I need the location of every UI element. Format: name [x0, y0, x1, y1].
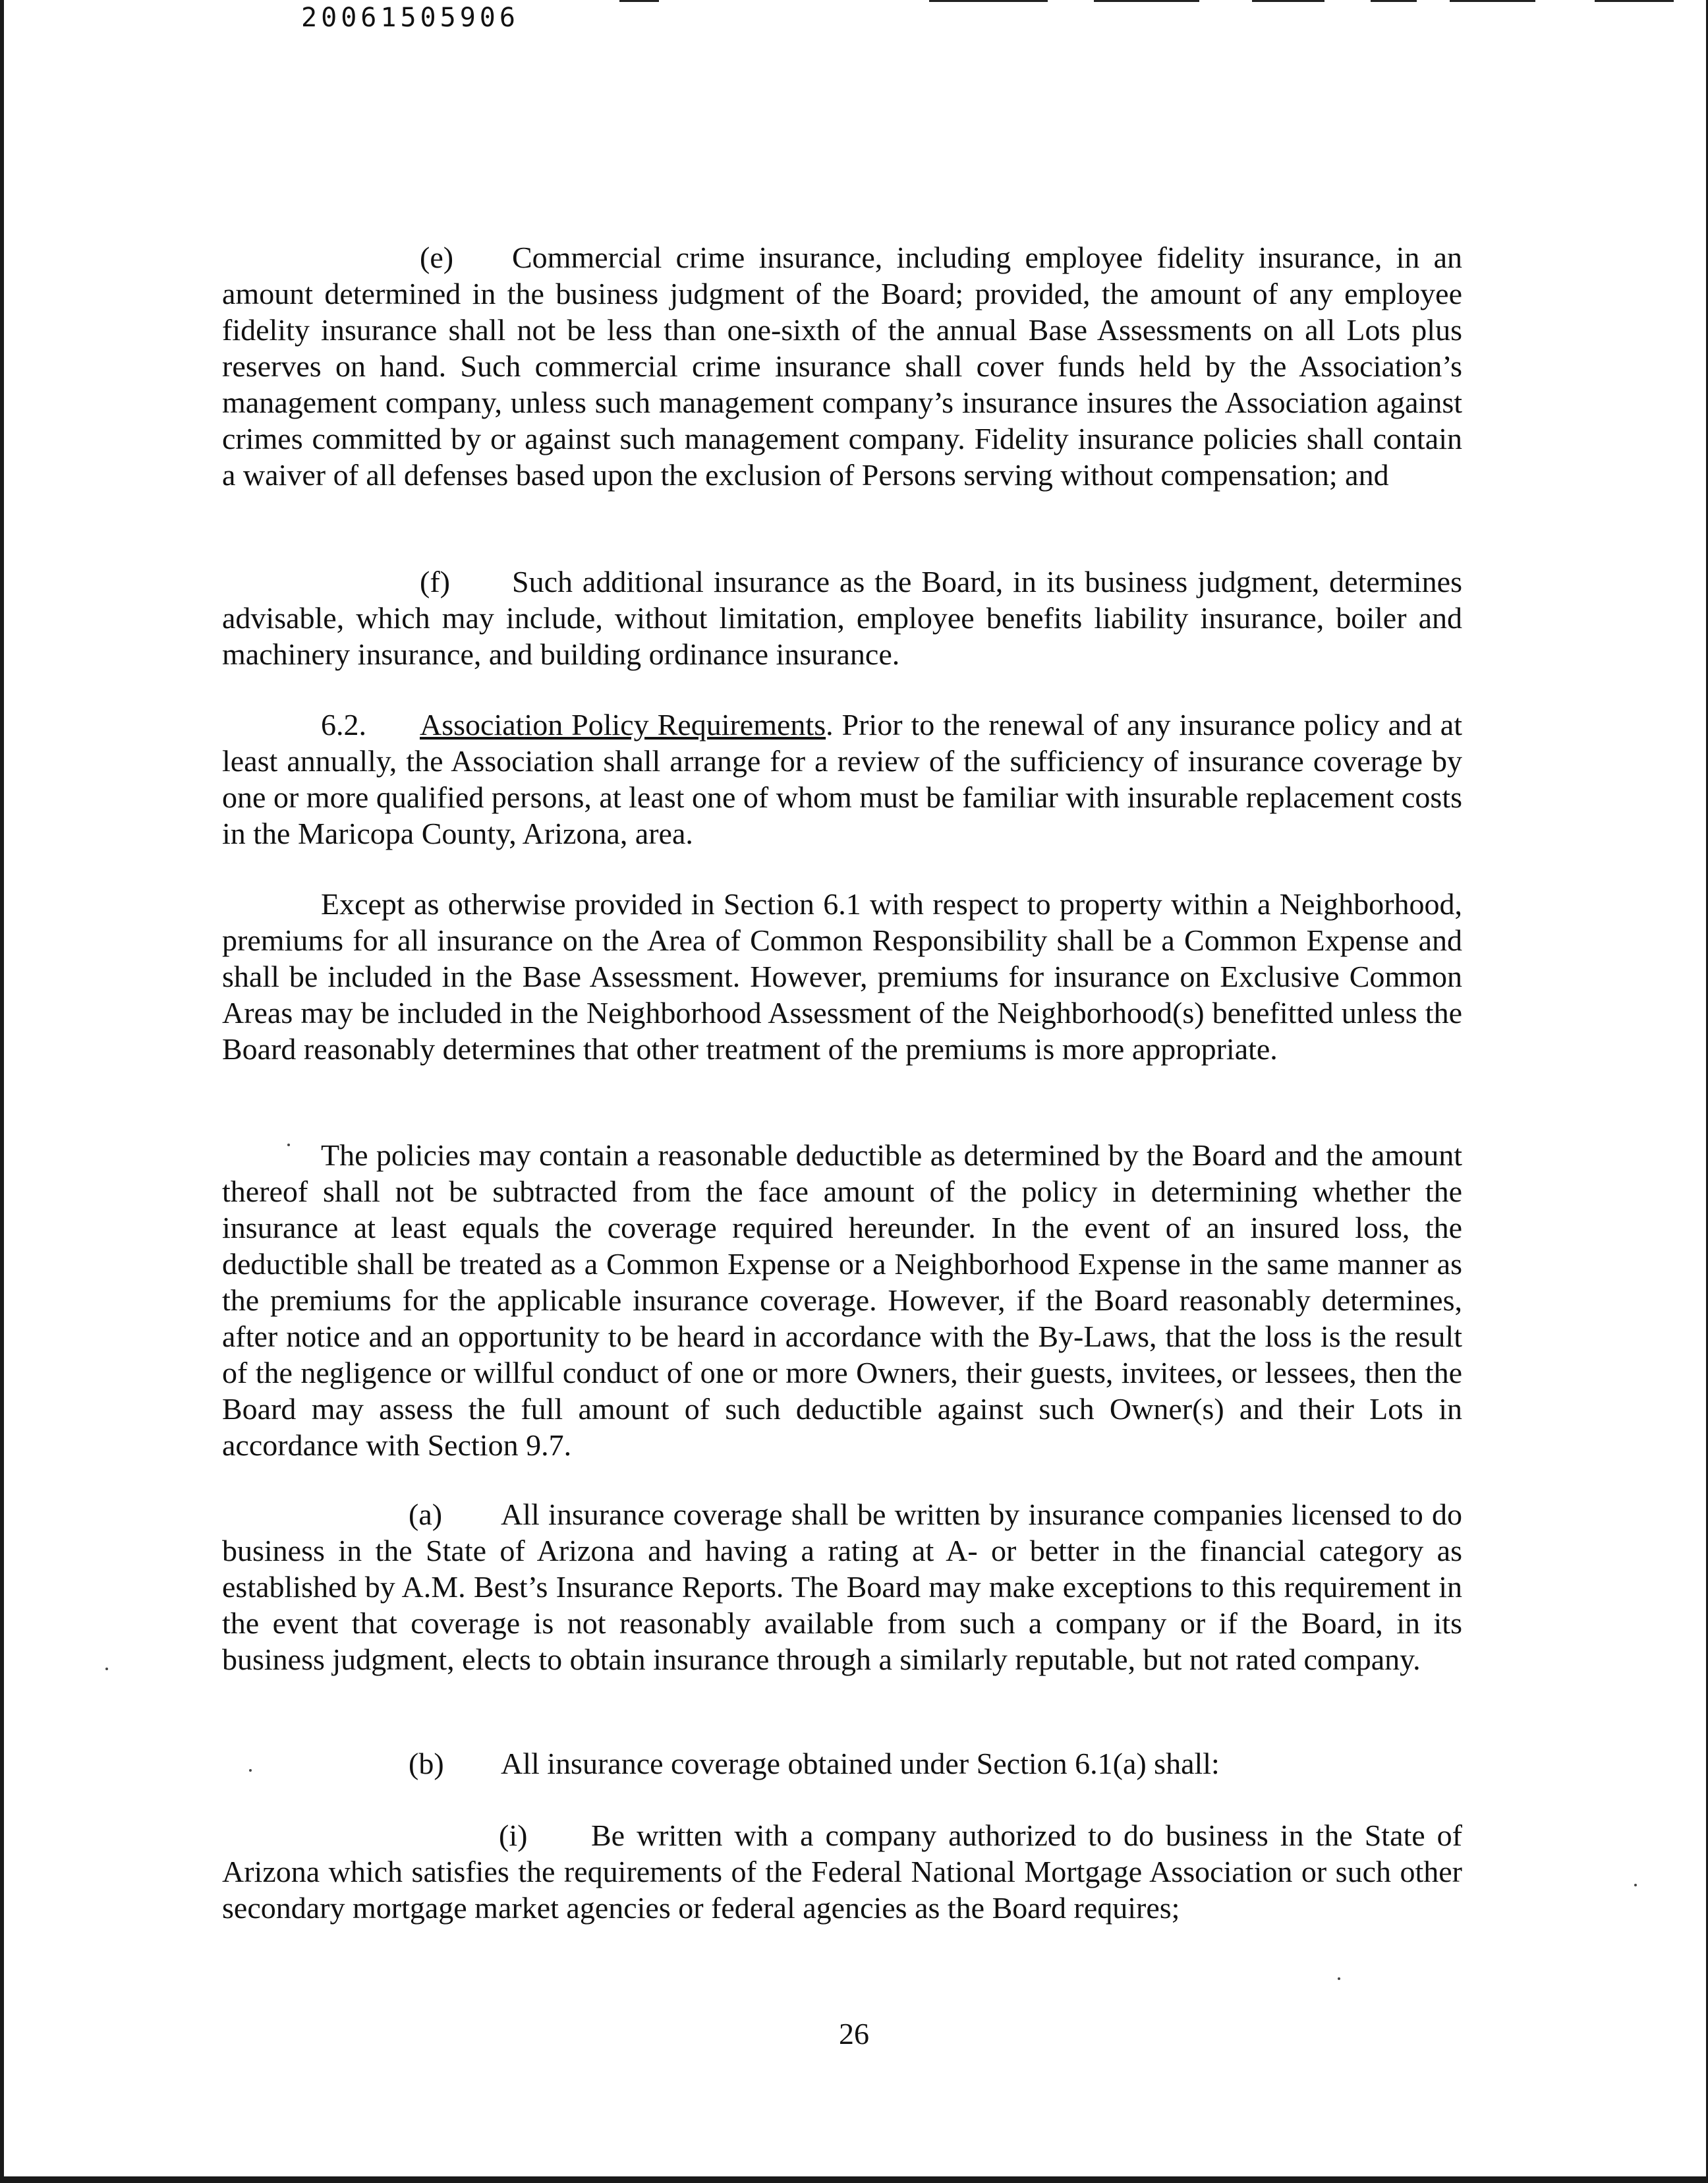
paragraph-f-label: (f): [420, 565, 450, 598]
paragraph-f-text: Such additional insurance as the Board, in its business judgment, determines advisable, which may include, without limitation, employee benefits liability insurance, boiler and machinery insurance, and building ordinance insurance.: [222, 565, 1462, 671]
scan-mark: [1252, 0, 1324, 2]
paragraph-premiums: Except as otherwise provided in Section 6.1 with respect to property within a Neighborhood, premiums for all insurance on the Area of Common Responsibility shall be a Common Expense and shall be included in the Base Assessment. However, premiums for insurance on Exclusive Common Areas may be included in the Neighborhood Assessment of the Neighborhood(s) benefitted unless the Board reasonably determines that other treatment of the premiums is more appropriate.: [222, 887, 1462, 1066]
scan-mark: [1371, 0, 1417, 2]
paragraph-a: [222, 1496, 1462, 1677]
scan-edge-bottom: [0, 2176, 1708, 2183]
paragraph-e-text: Commercial crime insurance, including employee fidelity insurance, in an amount determined in the business judgment of the Board; provided, the amount of any employee fidelity insurance shall not be less than one-sixth of the annual Base Assessments on all Lots plus reserves on hand. Such commercial crime insurance shall cover funds held by the Association’s management company, unless such management company’s insurance insures the Association against crimes committed by or against such management company. Fidelity insurance policies shall contain a waiver of all defenses based upon the exclusion of Persons serving without compensation; and: [222, 241, 1462, 492]
section-title: Association Policy Requirements: [420, 708, 826, 742]
scan-mark: [1450, 0, 1535, 2]
document-number: 20061505906: [301, 3, 519, 33]
paragraph-b-label: (b): [409, 1747, 444, 1780]
paragraph-i-label: (i): [499, 1819, 528, 1852]
section-text: . Prior to the renewal of any insurance policy and at least annually, the Association shall arrange for a review of the sufficiency of insurance coverage by one or more qualified persons, at least one of whom must be familiar with insurable replacement costs in the Maricopa County, Arizona, area.: [222, 708, 1462, 850]
section-6-2: [222, 707, 1462, 852]
scan-mark: [619, 0, 659, 2]
paragraph-e: [222, 239, 1462, 493]
page-number: 26: [839, 2017, 869, 2051]
paragraph-a-label: (a): [409, 1498, 443, 1531]
paragraph-f: [222, 564, 1462, 672]
scan-mark: [1595, 0, 1674, 2]
scan-mark: [929, 0, 1048, 2]
paragraph-i: [222, 1817, 1462, 1926]
paragraph-b: [409, 1745, 1220, 1782]
section-number: 6.2.: [321, 708, 366, 742]
paragraph-deductible: The policies may contain a reasonable deductible as determined by the Board and the amount thereof shall not be subtracted from the face amount of the policy in determining whether the insurance at least equals the coverage required hereunder. In the event of an insured loss, the deductible shall be treated as a Common Expense or a Neighborhood Expense in the same manner as the premiums for the applicable insurance coverage. However, if the Board reasonably determines, after notice and an opportunity to be heard in accordance with the By-Laws, that the loss is the result of the negligence or willful conduct of one or more Owners, their guests, invitees, or lessees, then the Board may assess the full amount of such deductible against such Owner(s) and their Lots in accordance with Section 9.7.: [222, 1138, 1462, 1462]
scan-speck: [1338, 1977, 1340, 1980]
paragraph-i-text: Be written with a company authorized to do business in the State of Arizona which satisfies the requirements of the Federal National Mortgage Association or such other secondary mortgage market agencies or federal agencies as the Board requires;: [222, 1819, 1462, 1925]
paragraph-b-text: All insurance coverage obtained under Section 6.1(a) shall:: [501, 1747, 1220, 1780]
paragraph-a-text: All insurance coverage shall be written by insurance companies licensed to do business in the State of Arizona and having a rating at A- or better in the financial category as established by A.M. Best’s Insurance Reports. The Board may make exceptions to this requirement in the event that coverage is not reasonably available from such a company or if the Board, in its business judgment, elects to obtain insurance through a similarly reputable, but not rated company.: [222, 1498, 1462, 1676]
scan-speck: [1634, 1884, 1637, 1886]
scan-edge-left: [0, 0, 4, 2183]
scan-speck: [105, 1668, 108, 1670]
scan-speck: [287, 1144, 290, 1146]
paragraph-e-label: (e): [420, 241, 454, 274]
scan-mark: [1094, 0, 1199, 2]
scan-speck: [249, 1769, 252, 1772]
